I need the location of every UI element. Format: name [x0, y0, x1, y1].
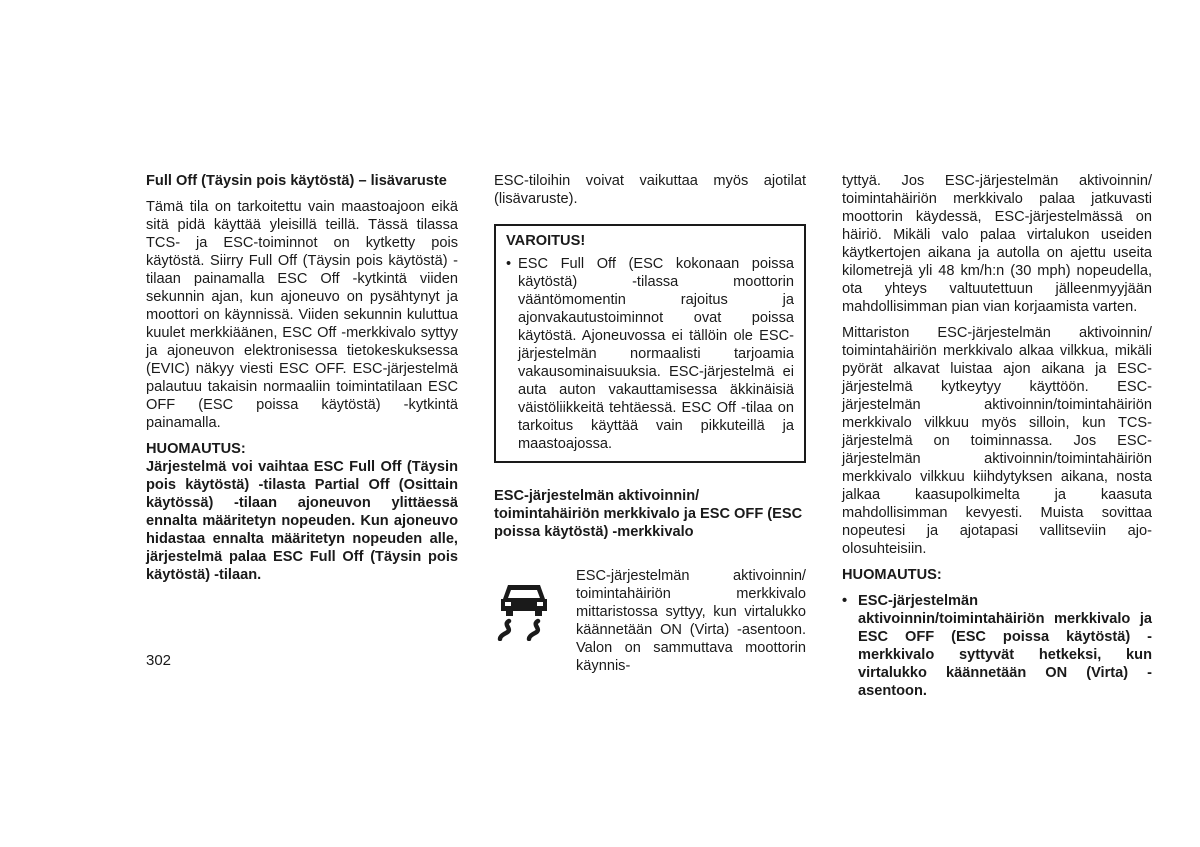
icon-container [494, 567, 576, 675]
indicator-description [494, 567, 806, 675]
note-heading-right: HUOMAUTUS: [842, 567, 942, 583]
bullet: • [842, 593, 848, 609]
note-body: Järjestelmä voi vaihtaa ESC Full Off (Täysin pois käytöstä) -tilasta Partial Off (Osittain käytössä) -tilaan ajoneuvon ylittäessä ennalta määritetyn nopeuden. Kun ajoneuvo hidastaa ennalta määritetyn nopeuden alle, järjestelmä palaa ESC Full Off (Täysin pois käytöstä) -tilaan. [146, 459, 458, 583]
esc-modes-intro: ESC-tiloihin voivat vaikuttaa myös ajotilat (lisävaruste). [494, 173, 806, 207]
column-middle [494, 172, 806, 675]
note-body-right: ESC-järjestelmän aktivoinnin/toimintahäiriön merkkivalo ja ESC OFF (ESC poissa käytöstä) -merkkivalo syttyvät hetkeksi, kun virtalukko käännetään ON (Virta) -asentoon. [858, 593, 1152, 699]
indicator-para-1: tyttyä. Jos ESC-järjestelmän aktivoinnin/ toimintahäiriön merkkivalo palaa jatkuvasti moottorin käydessä, ESC-järjestelmässä on häiriö. Mikäli valo palaa virtalukon useiden käytkertojen aikana ja autolla on ajettu useita kilometrejä yli 48 km/h:n (30 mph) nopeudella, ota yhteys valtuutettuun jälleenmyyjään mahdollisimman pian vian korjaamista varten. [842, 173, 1152, 315]
page-number: 302 [146, 652, 172, 669]
section-heading-full-off: Full Off (Täysin pois käytöstä) – lisävaruste [146, 173, 447, 189]
indicator-text: ESC-järjestelmän aktivoinnin/ toimintahäiriön merkkivalo mittaristossa syttyy, kun virtalukko käännetään ON (Virta) -asentoon. Valon on sammuttava moottorin käynnis- [576, 568, 806, 674]
note-item [842, 592, 1152, 700]
indicator-para-2: Mittariston ESC-järjestelmän aktivoinnin/ toimintahäiriön merkkivalo alkaa vilkkua, mikäli pyörät alkavat luistaa ajon aikana ja ESC-järjestelmä kytkeytyy käyttöön. ESC-järjestelmän aktivoinnin/toimintahäiriön merkkivalo vilkkuu myös silloin, kun TCS-järjestelmä on toiminnassa. Jos ESC-järjestelmän aktivoinnin/toimintahäiriön merkkivalo vilkkuu kiihdytyksen aikana, nosta jalkaa kaasupolkimelta ja kaasuta mahdollisimman kevyesti. Muista sovittaa nopeutesi ja ajotapasi vallitseviin ajo-olosuhteisiin. [842, 325, 1152, 557]
esc-skid-icon [494, 581, 554, 641]
bullet: • [506, 256, 512, 272]
note-heading: HUOMAUTUS: [146, 441, 246, 457]
column-left [146, 172, 458, 584]
warning-item [506, 255, 794, 453]
warning-heading: VAROITUS! [506, 233, 586, 249]
warning-body: ESC Full Off (ESC kokonaan poissa käytöstä) -tilassa moottorin vääntömomentin rajoitus ja ajonvakautustoiminnot ovat poissa käytöstä. Ajoneuvossa ei tällöin ole ESC-järjestelmän normaalisti tarjoamia vakausominaisuuksia. ESC-järjestelmä ei auta auton vakauttamisessa äkkinäisiä väistöliikkeitä tehtäessä. ESC Off -tilaa on tarkoitus käyttää vain pikkuteillä ja maastoajossa. [518, 256, 794, 452]
warning-box [494, 224, 806, 463]
full-off-body: Tämä tila on tarkoitettu vain maastoajoon eikä sitä pidä käyttää yleisillä teillä. Tässä tilassa TCS- ja ESC-toiminnot on kytketty pois käytöstä. Siirry Full Off (Täysin pois käytöstä) -tilaan painamalla ESC Off -kytkintä viiden sekunnin ajan, kun ajoneuvo on pysähtynyt ja moottori on käynnissä. Viiden sekunnin kuluttua kuulet merkkiäänen, ESC Off -merkkivalo syttyy ja ajoneuvon elektronisessa tietokeskuksessa (EVIC) näkyy viesti ESC OFF. ESC-järjestelmä palautuu takaisin normaaliin toimintatilaan ESC OFF (ESC poissa käytöstä) -kytkintä painamalla. [146, 199, 458, 431]
section-heading-esc-indicator: ESC-järjestelmän aktivoinnin/ toimintahäiriön merkkivalo ja ESC OFF (ESC poissa käytöstä) -merkkivalo [494, 488, 803, 540]
column-right [842, 172, 1152, 700]
